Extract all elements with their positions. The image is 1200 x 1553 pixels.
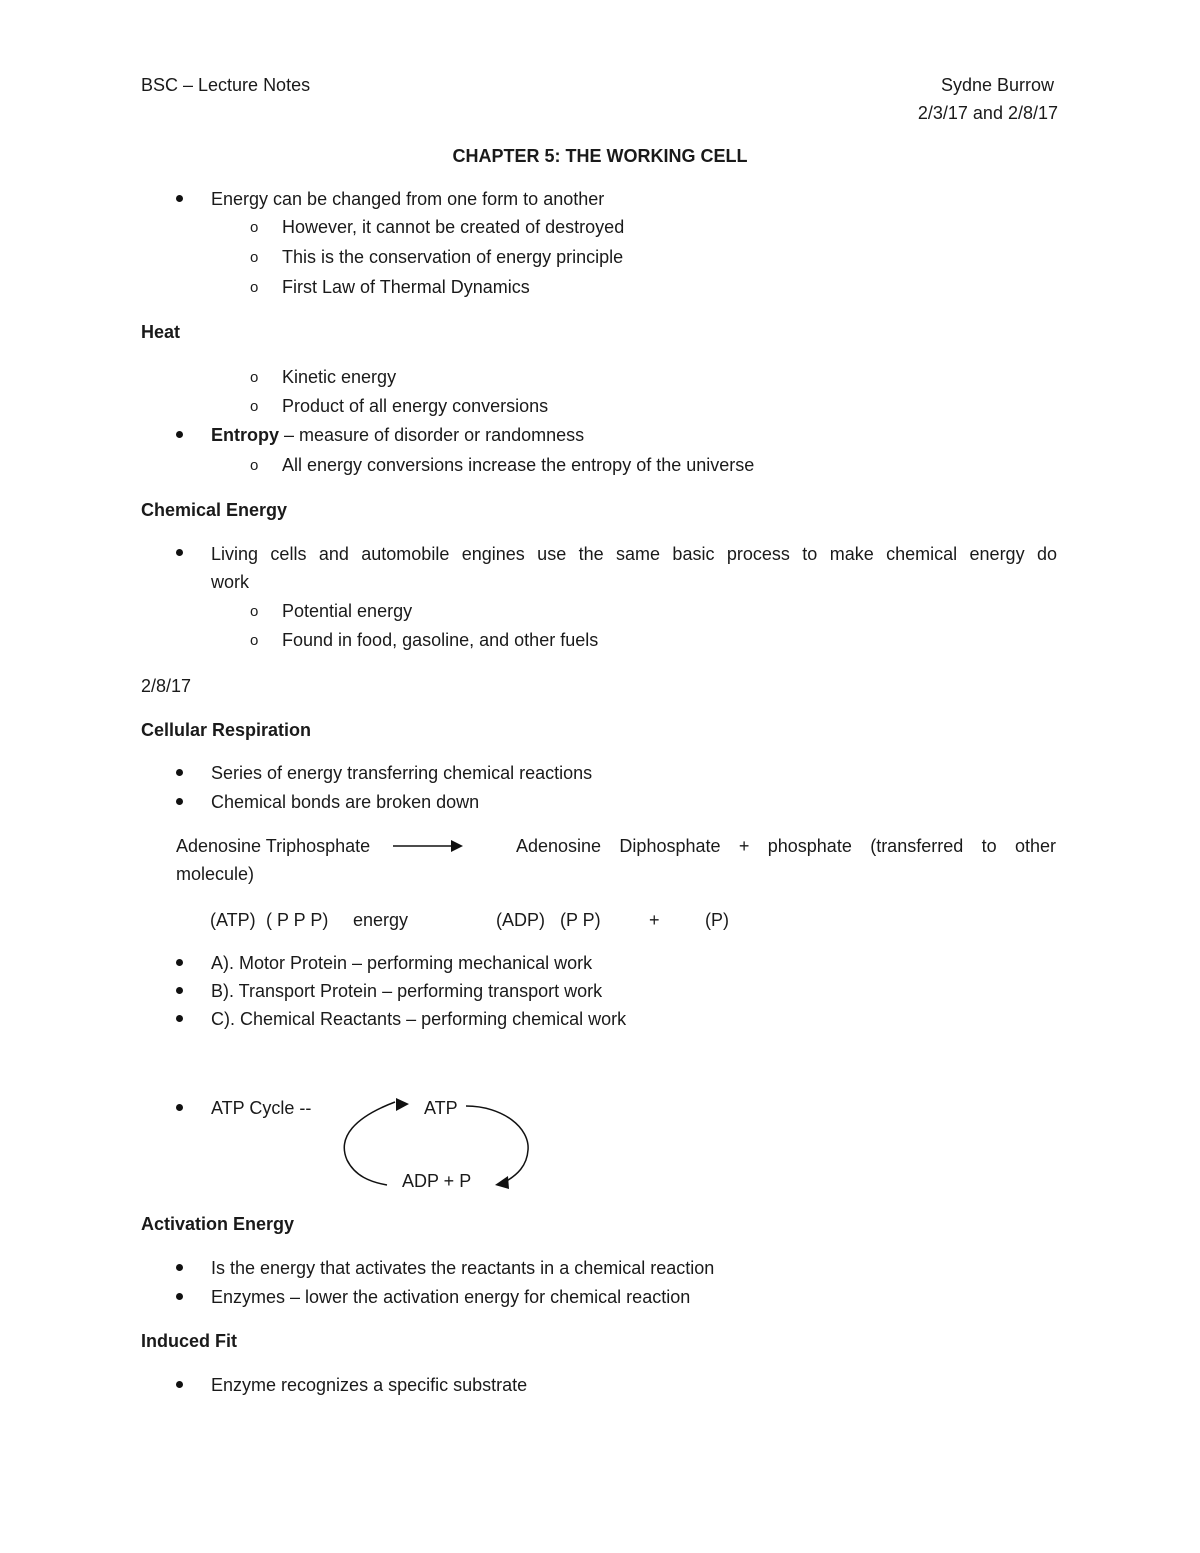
respiration-bullet-2: Chemical bonds are broken down: [211, 792, 480, 812]
bullet-icon: [176, 1264, 183, 1271]
bullet-icon: [176, 1381, 183, 1388]
sub-bullet-icon: o: [250, 279, 259, 296]
intro-sub-1: However, it cannot be created of destroyed: [282, 217, 625, 237]
sub-bullet-icon: o: [250, 219, 259, 236]
bullet-icon: [176, 195, 183, 202]
heading-induced-fit: Induced Fit: [141, 1331, 237, 1351]
bullet-icon: [176, 798, 183, 805]
heat-sub-1: Kinetic energy: [282, 367, 397, 387]
induced-bullet-1: Enzyme recognizes a specific substrate: [211, 1375, 528, 1395]
intro-bullet: Energy can be changed from one form to another: [211, 189, 605, 209]
intro-sub-2: This is the conservation of energy principle: [282, 247, 624, 267]
header-author: Sydne Burrow: [940, 75, 1054, 95]
eq-ppp: ( P P P): [266, 910, 329, 930]
right-arrow-icon: [393, 838, 465, 858]
bullet-icon: [176, 1104, 183, 1111]
reaction-continuation: molecule): [176, 864, 255, 884]
bullet-icon: [176, 959, 183, 966]
chemical-bullet-line1: Living cells and automobile engines use the same basic process to make chemical energy do: [211, 544, 1057, 564]
protein-bullet-a: A). Motor Protein – performing mechanical work: [211, 953, 593, 973]
eq-plus: +: [649, 910, 660, 930]
heading-cellular-respiration: Cellular Respiration: [141, 720, 312, 740]
respiration-bullet-1: Series of energy transferring chemical reactions: [211, 763, 593, 783]
sub-bullet-icon: o: [250, 457, 259, 474]
reaction-right: Adenosine Diphosphate + phosphate (transferred to other: [516, 836, 1056, 856]
date-label: 2/8/17: [141, 676, 192, 696]
bullet-icon: [176, 1293, 183, 1300]
header-dates: 2/3/17 and 2/8/17: [917, 103, 1058, 123]
sub-bullet-icon: o: [250, 603, 259, 620]
bullet-icon: [176, 769, 183, 776]
heading-chemical-energy: Chemical Energy: [141, 500, 288, 520]
entropy-term: Entropy: [211, 425, 280, 445]
cycle-atp-label: ATP: [424, 1098, 458, 1118]
protein-bullet-b: B). Transport Protein – performing transport work: [211, 981, 603, 1001]
header-course: BSC – Lecture Notes: [141, 75, 311, 95]
bullet-icon: [176, 1015, 183, 1022]
sub-bullet-icon: o: [250, 249, 259, 266]
eq-p: (P): [705, 910, 729, 930]
activation-bullet-2: Enzymes – lower the activation energy for chemical reaction: [211, 1287, 691, 1307]
reaction-left: Adenosine Triphosphate: [176, 836, 371, 856]
heading-activation-energy: Activation Energy: [141, 1214, 295, 1234]
chemical-bullet-line2: work: [211, 572, 250, 592]
eq-atp: (ATP): [210, 910, 256, 930]
sub-bullet-icon: o: [250, 369, 259, 386]
entropy-bullet: [211, 424, 584, 446]
arrow-right-icon: [392, 1096, 412, 1114]
sub-bullet-icon: o: [250, 632, 259, 649]
activation-bullet-1: Is the energy that activates the reactants in a chemical reaction: [211, 1258, 715, 1278]
bullet-icon: [176, 549, 183, 556]
heat-sub-2: Product of all energy conversions: [282, 396, 549, 416]
sub-bullet-icon: o: [250, 398, 259, 415]
chemical-sub-1: Potential energy: [282, 601, 413, 621]
entropy-definition: – measure of disorder or randomness: [279, 425, 585, 445]
atp-cycle-label: ATP Cycle --: [211, 1098, 312, 1118]
eq-energy: energy: [353, 910, 409, 930]
entropy-sub: All energy conversions increase the entropy of the universe: [282, 455, 755, 475]
chemical-sub-2: Found in food, gasoline, and other fuels: [282, 630, 599, 650]
eq-pp: (P P): [560, 910, 601, 930]
protein-bullet-c: C). Chemical Reactants – performing chemical work: [211, 1009, 627, 1029]
arrow-left-icon: [492, 1174, 514, 1192]
page-title: CHAPTER 5: THE WORKING CELL: [452, 146, 748, 166]
intro-sub-3: First Law of Thermal Dynamics: [282, 277, 530, 297]
bullet-icon: [176, 431, 183, 438]
heading-heat: Heat: [141, 322, 181, 342]
bullet-icon: [176, 987, 183, 994]
eq-adp: (ADP): [496, 910, 545, 930]
cycle-adp-label: ADP + P: [402, 1171, 472, 1191]
